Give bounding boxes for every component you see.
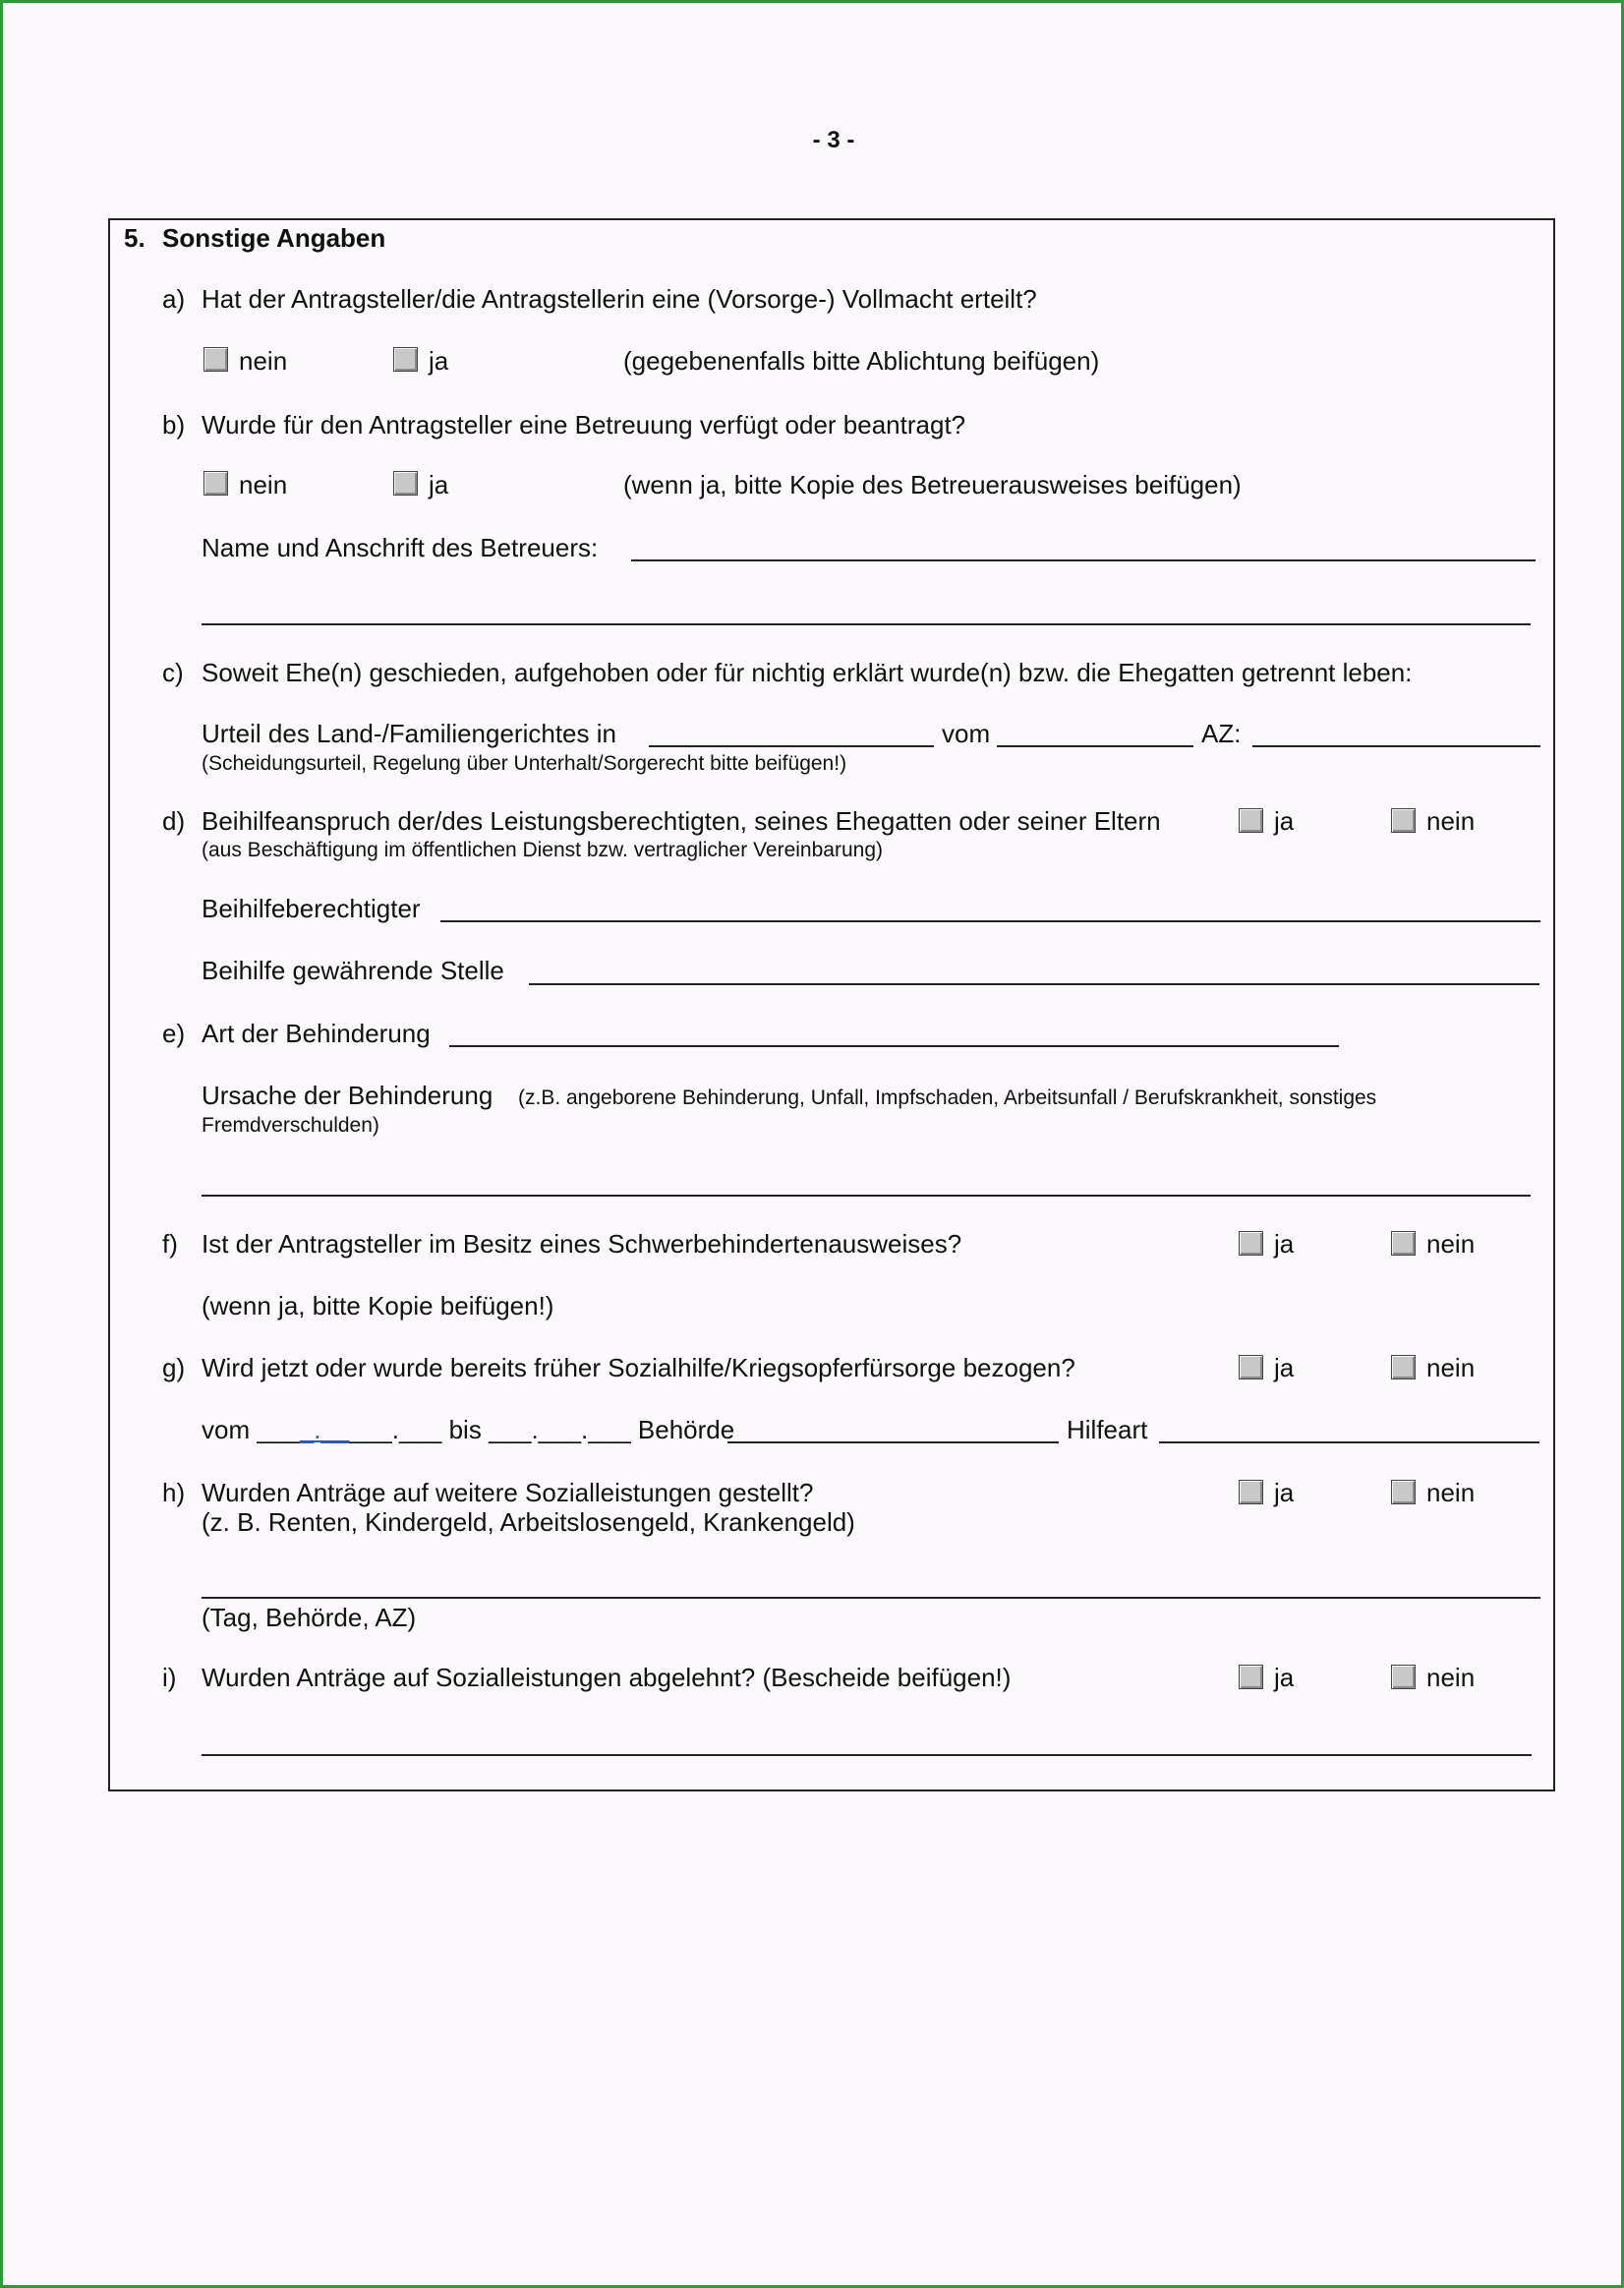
- question-i-ja-label: ja: [1274, 1663, 1295, 1692]
- court-az-label: AZ:: [1201, 719, 1242, 748]
- welfare-from-date[interactable]: ____._____.___: [257, 1415, 442, 1444]
- welfare-from-date-link[interactable]: _.__: [299, 1415, 350, 1444]
- question-c-text: Soweit Ehe(n) geschieden, aufgehoben oder für nichtig erklärt wurde(n) bzw. die Ehegatten getrennt leben:: [202, 658, 1413, 687]
- question-d-text: Beihilfeanspruch der/des Leistungsberechtigten, seines Ehegatten oder seiner Eltern: [202, 806, 1161, 836]
- disability-cause-note-2: Fremdverschulden): [202, 1114, 379, 1137]
- page-number: - 3 -: [812, 127, 855, 153]
- question-g-marker: g): [162, 1353, 186, 1382]
- question-d-marker: d): [162, 806, 186, 836]
- caretaker-address-field[interactable]: [202, 623, 1531, 625]
- disability-type-label: Art der Behinderung: [202, 1019, 431, 1048]
- question-b-nein-checkbox[interactable]: [203, 471, 228, 496]
- question-a-marker: a): [162, 284, 186, 314]
- question-b-nein-label: nein: [239, 470, 288, 499]
- welfare-to-label: bis: [448, 1415, 482, 1444]
- question-g-nein-checkbox[interactable]: [1391, 1355, 1416, 1379]
- question-d-nein-checkbox[interactable]: [1391, 808, 1416, 833]
- disability-cause-note-1: (z.B. angeborene Behinderung, Unfall, Impfschaden, Arbeitsunfall / Berufskrankheit, sonstiges: [518, 1086, 1377, 1109]
- question-a-nein-checkbox[interactable]: [203, 347, 228, 372]
- welfare-to-date[interactable]: ___.___.___: [489, 1415, 631, 1444]
- question-i-text: Wurden Anträge auf Sozialleistungen abgelehnt? (Bescheide beifügen!): [202, 1663, 1012, 1692]
- question-e-marker: e): [162, 1019, 186, 1048]
- other-benefits-caption: (Tag, Behörde, AZ): [202, 1603, 417, 1632]
- question-f-ja-label: ja: [1274, 1229, 1295, 1259]
- question-h-examples: (z. B. Renten, Kindergeld, Arbeitslosengeld, Krankengeld): [202, 1507, 855, 1537]
- welfare-aid-type-label: Hilfeart: [1067, 1415, 1148, 1444]
- question-d-ja-checkbox[interactable]: [1239, 808, 1263, 833]
- question-h-marker: h): [162, 1478, 186, 1507]
- disability-type-field[interactable]: [449, 1045, 1339, 1047]
- question-d-ja-label: ja: [1274, 806, 1295, 836]
- beneficiary-label: Beihilfeberechtigter: [202, 894, 421, 923]
- welfare-authority-label: Behörde: [637, 1415, 735, 1444]
- question-f-nein-checkbox[interactable]: [1391, 1231, 1416, 1256]
- question-i-marker: i): [162, 1663, 177, 1692]
- welfare-from-label: vom: [202, 1415, 251, 1444]
- question-h-text: Wurden Anträge auf weitere Sozialleistungen gestellt?: [202, 1478, 814, 1507]
- court-label: Urteil des Land-/Familiengerichtes in: [202, 719, 616, 748]
- aid-office-label: Beihilfe gewährende Stelle: [202, 956, 504, 985]
- welfare-authority-field[interactable]: [727, 1441, 1059, 1443]
- question-c-note: (Scheidungsurteil, Regelung über Unterhalt/Sorgerecht bitte beifügen!): [202, 752, 847, 775]
- question-h-nein-checkbox[interactable]: [1391, 1480, 1416, 1504]
- question-h-nein-label: nein: [1426, 1478, 1476, 1507]
- question-f-ja-checkbox[interactable]: [1239, 1231, 1263, 1256]
- question-i-nein-checkbox[interactable]: [1391, 1665, 1416, 1689]
- question-d-nein-label: nein: [1426, 806, 1476, 836]
- question-i-nein-label: nein: [1426, 1663, 1476, 1692]
- question-g-ja-label: ja: [1274, 1353, 1295, 1382]
- question-h-ja-checkbox[interactable]: [1239, 1480, 1263, 1504]
- question-a-note: (gegebenenfalls bitte Ablichtung beifügen): [623, 346, 1100, 376]
- welfare-aid-type-field[interactable]: [1159, 1441, 1539, 1443]
- question-b-text: Wurde für den Antragsteller eine Betreuung verfügt oder beantragt?: [202, 410, 966, 440]
- question-a-ja-label: ja: [429, 346, 449, 376]
- question-b-ja-label: ja: [429, 470, 449, 499]
- question-h-ja-label: ja: [1274, 1478, 1295, 1507]
- caretaker-name-field[interactable]: [631, 559, 1536, 561]
- beneficiary-field[interactable]: [440, 920, 1540, 922]
- question-d-note: (aus Beschäftigung im öffentlichen Dienst bzw. vertraglicher Vereinbarung): [202, 839, 883, 861]
- question-b-marker: b): [162, 410, 186, 440]
- court-field[interactable]: [649, 745, 934, 747]
- caretaker-name-label: Name und Anschrift des Betreuers:: [202, 533, 599, 562]
- court-az-field[interactable]: [1252, 745, 1540, 747]
- question-f-note: (wenn ja, bitte Kopie beifügen!): [202, 1291, 554, 1320]
- question-g-nein-label: nein: [1426, 1353, 1476, 1382]
- rejected-benefits-field[interactable]: [202, 1754, 1532, 1756]
- question-a-nein-label: nein: [239, 346, 288, 376]
- question-c-marker: c): [162, 658, 184, 687]
- aid-office-field[interactable]: [529, 983, 1539, 985]
- question-f-text: Ist der Antragsteller im Besitz eines Schwerbehindertenausweises?: [202, 1229, 962, 1259]
- question-g-text: Wird jetzt oder wurde bereits früher Sozialhilfe/Kriegsopferfürsorge bezogen?: [202, 1353, 1075, 1382]
- disability-cause-label: Ursache der Behinderung: [202, 1081, 493, 1110]
- form-section-box: [108, 218, 1555, 1791]
- other-benefits-field[interactable]: [202, 1597, 1540, 1599]
- question-b-note: (wenn ja, bitte Kopie des Betreuerausweises beifügen): [623, 470, 1242, 499]
- welfare-dates-row: [202, 1415, 734, 1444]
- disability-cause-field[interactable]: [202, 1195, 1531, 1197]
- question-i-ja-checkbox[interactable]: [1239, 1665, 1263, 1689]
- question-f-nein-label: nein: [1426, 1229, 1476, 1259]
- question-g-ja-checkbox[interactable]: [1239, 1355, 1263, 1379]
- section-number: 5.: [124, 223, 145, 253]
- court-date-field[interactable]: [997, 745, 1193, 747]
- court-date-label: vom: [942, 719, 991, 748]
- question-a-ja-checkbox[interactable]: [393, 347, 418, 372]
- question-b-ja-checkbox[interactable]: [393, 471, 418, 496]
- section-title: Sonstige Angaben: [162, 223, 386, 253]
- question-a-text: Hat der Antragsteller/die Antragstellerin eine (Vorsorge-) Vollmacht erteilt?: [202, 284, 1037, 314]
- question-f-marker: f): [162, 1229, 178, 1259]
